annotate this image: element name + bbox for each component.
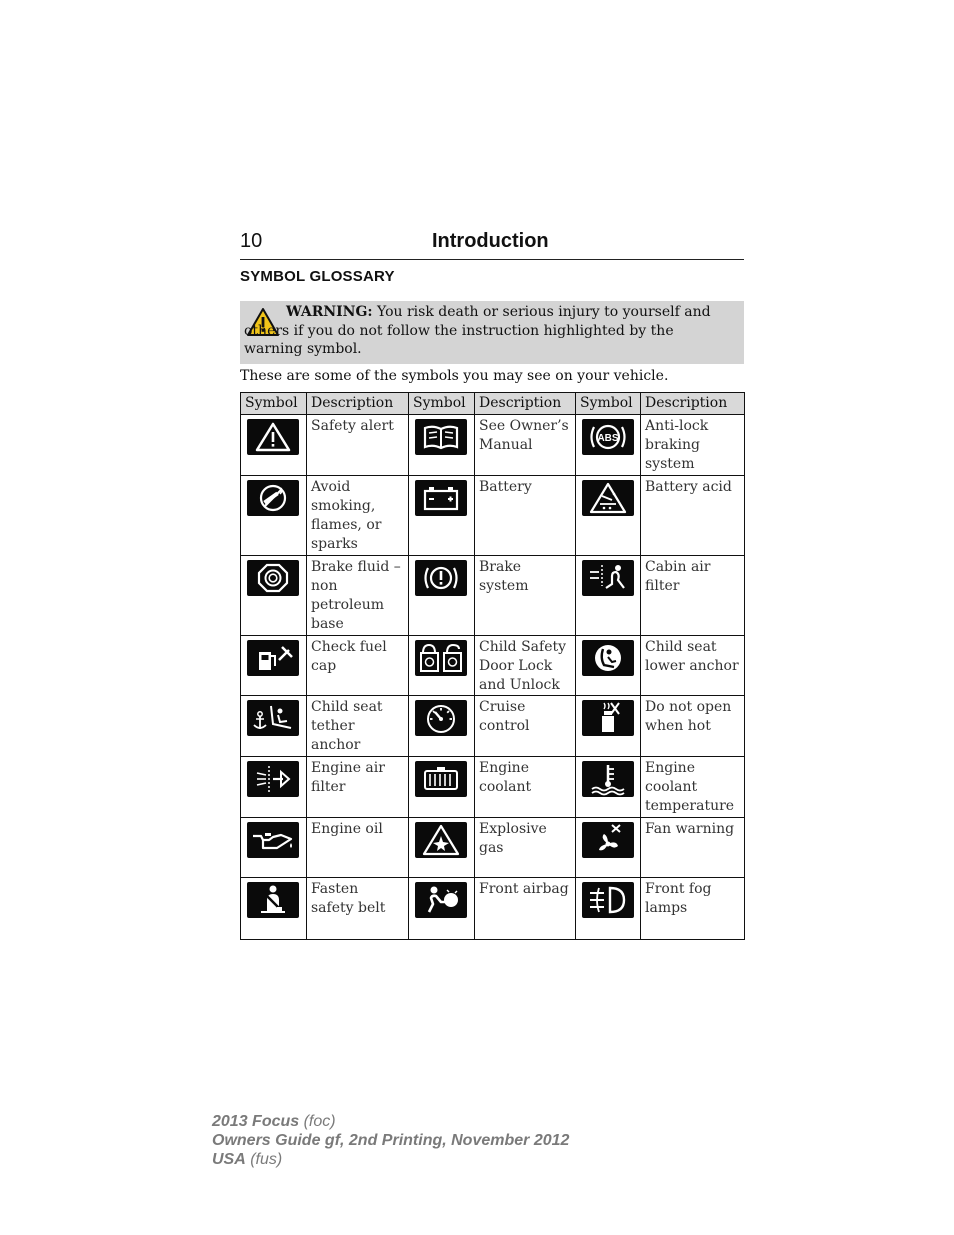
symbol-description: Child Safety Door Lock and Unlock	[475, 636, 576, 696]
symbol-description: Battery	[475, 476, 576, 556]
symbol-description: Engine oil	[307, 818, 409, 878]
column-header: Description	[641, 393, 745, 415]
section-title: Introduction	[432, 230, 549, 252]
warning-box	[240, 301, 744, 364]
symbol-description: Safety alert	[307, 415, 409, 476]
front-fog-lamps-icon	[582, 882, 634, 918]
symbol-description: Child seat lower anchor	[641, 636, 745, 696]
table-row	[241, 818, 745, 878]
engine-coolant-temperature-icon	[582, 761, 634, 797]
svg-text:ABS: ABS	[597, 433, 619, 444]
brake-system-icon	[415, 560, 467, 596]
no-smoking-icon	[247, 480, 299, 516]
safety-alert-icon	[247, 419, 299, 455]
warning-body: You risk death or serious injury to yourself and others if you do not follow the instruction highlighted by the warning symbol.	[244, 304, 711, 357]
symbol-description: Cabin air filter	[641, 556, 745, 636]
engine-air-filter-icon	[247, 761, 299, 797]
symbol-description: Front fog lamps	[641, 878, 745, 940]
column-header: Description	[475, 393, 576, 415]
symbol-description: Anti-lock braking system	[641, 415, 745, 476]
symbol-description: Fan warning	[641, 818, 745, 878]
symbol-description: Battery acid	[641, 476, 745, 556]
symbol-description: Brake system	[475, 556, 576, 636]
fasten-safety-belt-icon	[247, 882, 299, 918]
abs-icon	[582, 419, 634, 455]
symbol-description: Brake fluid – non petroleum base	[307, 556, 409, 636]
footer-line-2: Owners Guide gf, 2nd Printing, November 2012	[212, 1132, 570, 1149]
symbol-description: Engine coolant	[475, 757, 576, 818]
child-safety-lock-icon	[415, 640, 467, 676]
column-header: Symbol	[241, 393, 307, 415]
battery-acid-icon	[582, 480, 634, 516]
warning-label: WARNING:	[286, 304, 373, 320]
do-not-open-when-hot-icon	[582, 700, 634, 736]
symbol-description: Cruise control	[475, 696, 576, 757]
table-row	[241, 757, 745, 818]
table-row	[241, 476, 745, 556]
footer-line-1: 2013 Focus (foc)	[212, 1113, 336, 1130]
symbol-description: See Owner’s Manual	[475, 415, 576, 476]
table-row	[241, 636, 745, 696]
symbol-description: Engine coolant temperature	[641, 757, 745, 818]
brake-fluid-icon	[247, 560, 299, 596]
owners-manual-icon	[415, 419, 467, 455]
engine-oil-icon	[247, 822, 299, 858]
symbol-description: Avoid smoking, flames, or sparks	[307, 476, 409, 556]
engine-coolant-icon	[415, 761, 467, 797]
page-number: 10	[240, 230, 263, 252]
page-footer	[212, 1112, 569, 1169]
warning-text	[244, 303, 736, 359]
table-header-row	[241, 393, 745, 415]
table-row	[241, 696, 745, 757]
fan-warning-icon	[582, 822, 634, 858]
symbol-description: Fasten safety belt	[307, 878, 409, 940]
table-row	[241, 556, 745, 636]
battery-icon	[415, 480, 467, 516]
child-seat-lower-anchor-icon	[582, 640, 634, 676]
symbol-description: Explosive gas	[475, 818, 576, 878]
symbol-description: Do not open when hot	[641, 696, 745, 757]
page-header	[240, 230, 744, 260]
table-row	[241, 415, 745, 476]
explosive-gas-icon	[415, 822, 467, 858]
intro-text: These are some of the symbols you may see on your vehicle.	[240, 368, 669, 384]
table-row	[241, 878, 745, 940]
front-airbag-icon	[415, 882, 467, 918]
column-header: Description	[307, 393, 409, 415]
symbol-description: Check fuel cap	[307, 636, 409, 696]
symbol-description: Engine air filter	[307, 757, 409, 818]
symbol-description: Child seat tether anchor	[307, 696, 409, 757]
glossary-heading: SYMBOL GLOSSARY	[240, 268, 395, 285]
check-fuel-cap-icon	[247, 640, 299, 676]
child-seat-tether-anchor-icon	[247, 700, 299, 736]
cruise-control-icon	[415, 700, 467, 736]
symbol-description: Front airbag	[475, 878, 576, 940]
column-header: Symbol	[409, 393, 475, 415]
column-header: Symbol	[576, 393, 641, 415]
cabin-air-filter-icon	[582, 560, 634, 596]
footer-line-3: USA (fus)	[212, 1151, 283, 1168]
symbol-glossary-table	[240, 392, 745, 940]
